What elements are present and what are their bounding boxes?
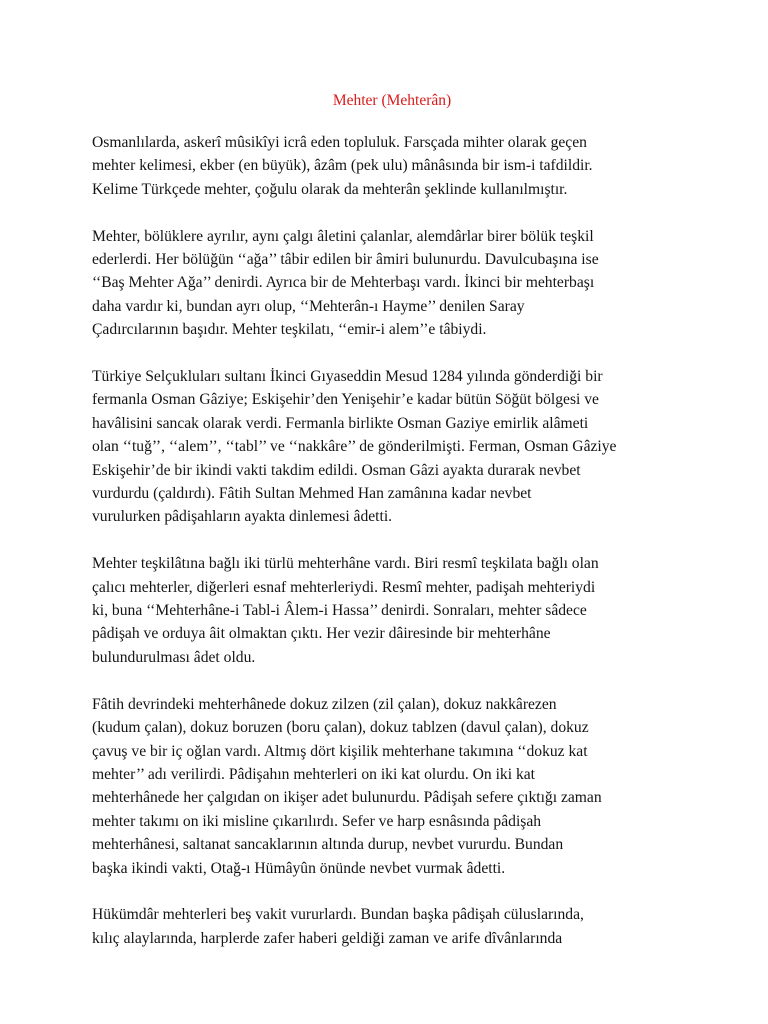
text-line: Fâtih devrindeki mehterhânede dokuz zilzen (zil çalan), dokuz nakkârezen (92, 695, 557, 713)
paragraph-1 (92, 131, 692, 201)
text-line: kılıç alaylarında, harplerde zafer haberi geldiği zaman ve arife dîvânlarında (92, 929, 563, 947)
text-line: olan ‘‘tuğ’’, ‘‘alem’’, ‘‘tabl’’ ve ‘‘nakkâre’’ de gönderilmişti. Ferman, Osman Gâziye (92, 438, 617, 456)
text-line: Osmanlılarda, askerî mûsikîyi icrâ eden topluluk. Farsçada mihter olarak geçen (92, 134, 587, 151)
text-line: Kelime Türkçede mehter, çoğulu olarak da mehterân şeklinde kullanılmıştır. (92, 180, 568, 198)
text-line: çavuş ve bir iç oğlan vardı. Altmış dört kişilik mehterhane takımına ‘‘dokuz kat (92, 742, 588, 760)
text-line: vurulurken pâdişahların ayakta dinlemesi âdetti. (92, 508, 393, 526)
text-line: Eskişehir’de bir ikindi vakti takdim edildi. Osman Gâzi ayakta durarak nevbet (92, 461, 581, 479)
text-line: Çadırcılarının başıdır. Mehter teşkilatı, ‘‘emir-i alem’’e tâbiydi. (92, 321, 487, 339)
text-line: mehter kelimesi, ekber (en büyük), âzâm (pek ulu) mânâsında bir ism-i tafdildir. (92, 157, 593, 175)
paragraph-4 (92, 552, 692, 669)
text-line: ‘‘Baş Mehter Ağa’’ denirdi. Ayrıca bir de Mehterbaşı vardı. İkinci bir mehterbaşı (92, 274, 595, 292)
text-line: daha vardır ki, bundan ayrı olup, ‘‘Mehterân-ı Hayme’’ denilen Saray (92, 297, 525, 315)
paragraph-5 (92, 693, 692, 880)
paragraph-3 (92, 365, 692, 529)
text-line: çalıcı mehterler, diğerleri esnaf mehterleriydi. Resmî mehter, padişah mehteriydi (92, 578, 596, 596)
paragraph-2 (92, 225, 692, 342)
text-line: mehterhânesi, saltanat sancaklarının altında durup, nevbet vururdu. Bundan (92, 836, 564, 854)
text-line: mehter takımı on iki misline çıkarılırdı. Sefer ve harp esnâsında pâdişah (92, 812, 542, 830)
text-line: başka ikindi vakti, Otağ-ı Hümâyûn önünde nevbet vurmak âdetti. (92, 859, 506, 877)
text-line: pâdişah ve orduya âit olmaktan çıktı. Her vezir dâiresinde bir mehterhâne (92, 625, 551, 643)
paragraph-6 (92, 903, 692, 950)
text-line: ki, buna ‘‘Mehterhâne-i Tabl-i Âlem-i Hassa’’ denirdi. Sonraları, mehter sâdece (92, 602, 587, 620)
text-line: Mehter teşkilâtına bağlı iki türlü mehterhâne vardı. Biri resmî teşkilata bağlı olan (92, 555, 599, 573)
document-page (92, 89, 692, 974)
text-line: havâlisini sancak olarak verdi. Fermanla birlikte Osman Gaziye emirlik alâmeti (92, 414, 589, 432)
text-line: Hükümdâr mehterleri beş vakit vururlardı. Bundan başka pâdişah cüluslarında, (92, 906, 584, 924)
document-title: Mehter (Mehterân) (332, 92, 452, 109)
text-line: (kudum çalan), dokuz boruzen (boru çalan), dokuz tablzen (davul çalan), dokuz (92, 719, 589, 737)
text-line: vurdurdu (çaldırdı). Fâtih Sultan Mehmed Han zamânına kadar nevbet (92, 485, 532, 503)
text-line: mehter’’ adı verilirdi. Pâdişahın mehterleri on iki kat olurdu. On iki kat (92, 765, 536, 783)
text-line: fermanla Osman Gâziye; Eskişehir’den Yenişehir’e kadar bütün Söğüt bölgesi ve (92, 391, 599, 409)
text-line: ederlerdi. Her bölüğün ‘‘ağa’’ tâbir edilen bir âmiri bulunurdu. Davulcubaşına ise (92, 251, 599, 269)
text-line: Türkiye Selçukluları sultanı İkinci Gıyaseddin Mesud 1284 yılında gönderdiği bir (92, 368, 603, 386)
text-line: mehterhânede her çalgıdan on ikişer adet bulunurdu. Pâdişah sefere çıktığı zaman (92, 789, 602, 807)
text-line: bulundurulması âdet oldu. (92, 648, 256, 666)
text-line: Mehter, bölüklere ayrılır, aynı çalgı âletini çalanlar, alemdârlar birer bölük teşkil (92, 227, 594, 245)
